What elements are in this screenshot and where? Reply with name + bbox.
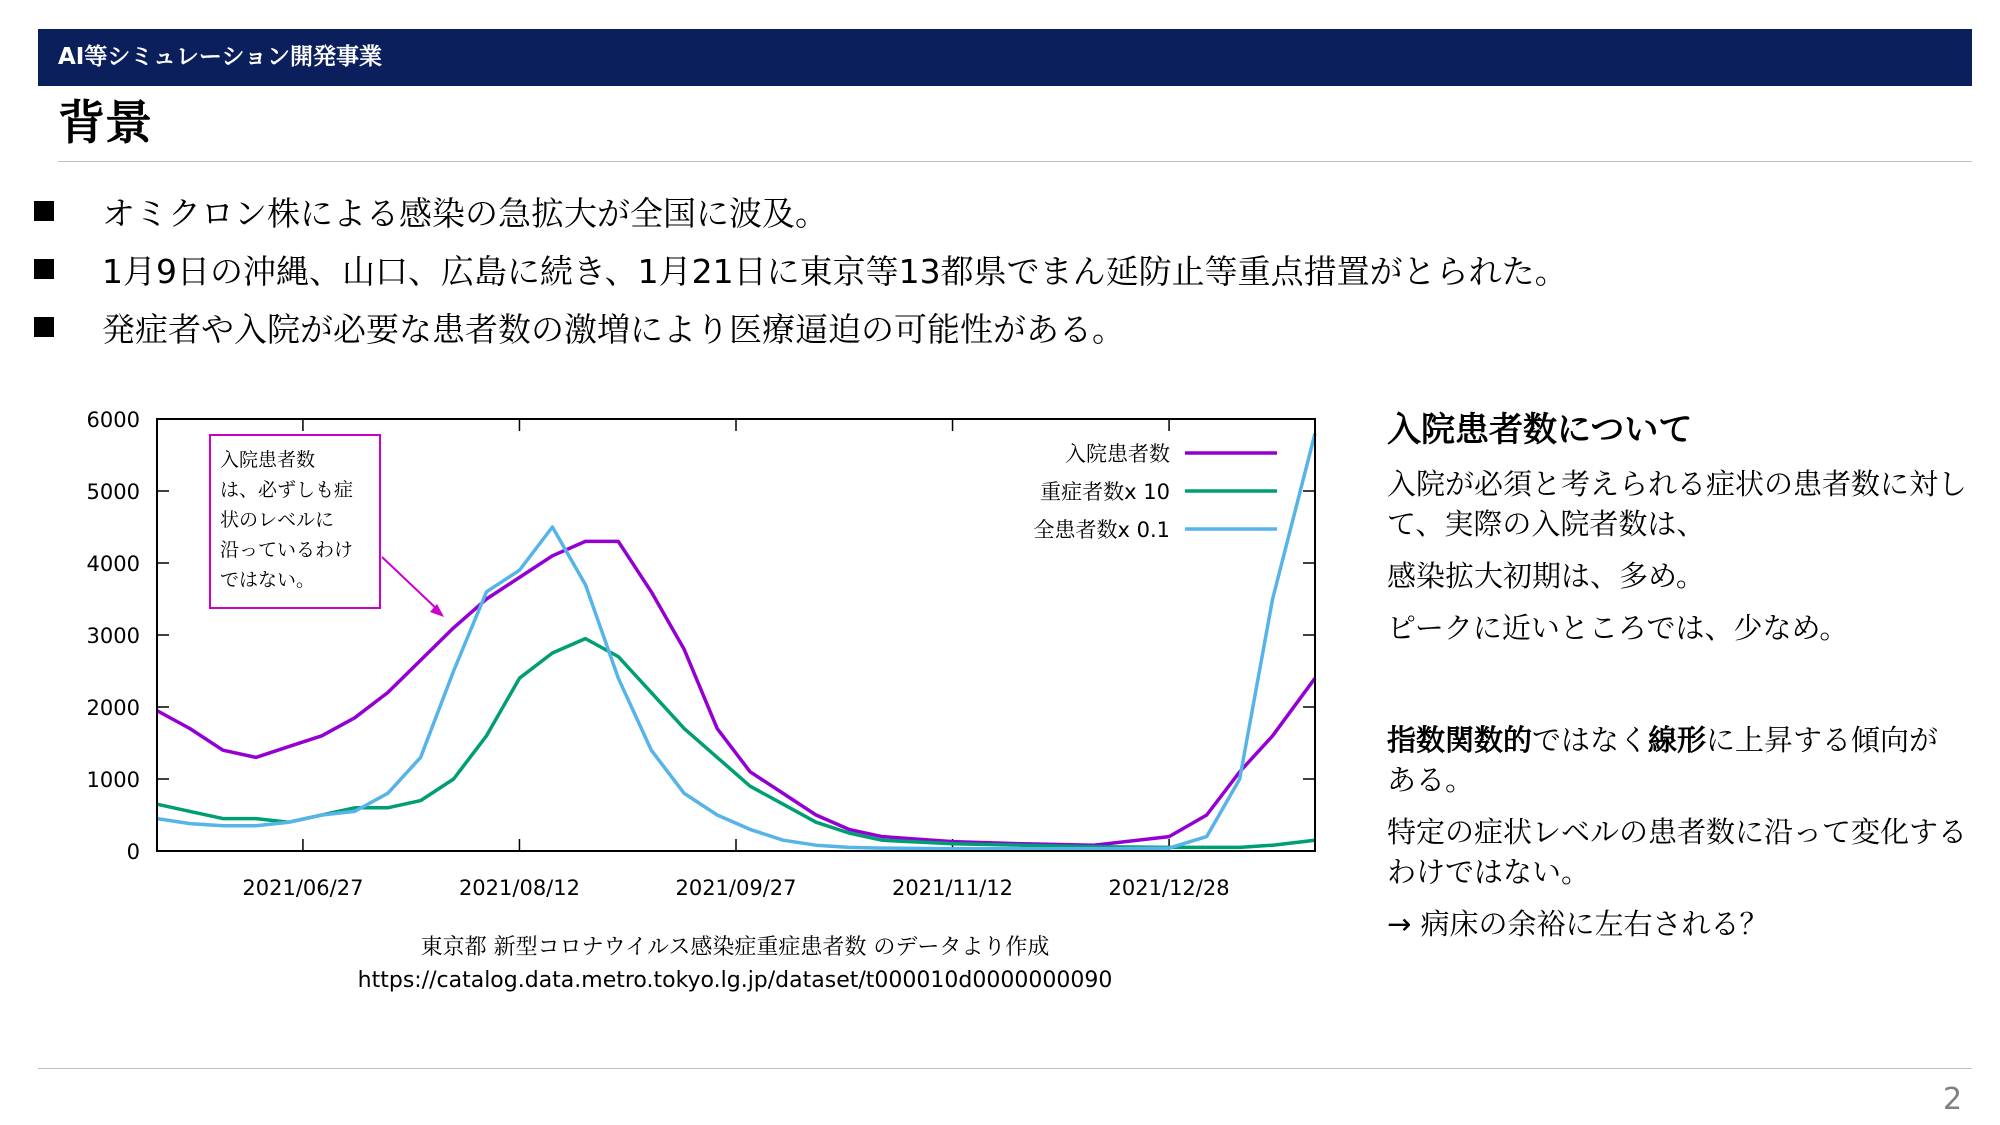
side-paragraph: 感染拡大初期は、多め。	[1387, 559, 1705, 593]
side-paragraph: ピークに近いところでは、少なめ。	[1387, 611, 1849, 645]
bullet-list	[34, 188, 1568, 362]
side-paragraph: → 病床の余裕に左右される？	[1387, 907, 1769, 941]
annotation-text: 入院患者数は、必ずしも症状のレベルに沿っているわけではない。	[220, 449, 354, 591]
y-tick-label: 6000	[86, 408, 140, 432]
legend-label: 重症者数x 10	[1040, 480, 1170, 504]
footer-divider	[38, 1068, 1972, 1069]
bullet-item: オミクロン株による感染の急拡大が全国に波及。	[34, 188, 1568, 246]
square-bullet-icon	[34, 259, 54, 279]
y-tick-label: 3000	[86, 624, 140, 648]
bullet-item: 発症者や入院が必要な患者数の激増により医療逼迫の可能性がある。	[34, 304, 1568, 362]
title-divider	[58, 161, 1972, 162]
x-tick-label: 2021/12/28	[1108, 876, 1230, 900]
square-bullet-icon	[34, 201, 54, 221]
program-banner: AI等シミュレーション開発事業	[38, 29, 1972, 86]
y-tick-label: 2000	[86, 696, 140, 720]
annotation-arrow	[382, 557, 440, 612]
y-tick-label: 1000	[86, 768, 140, 792]
x-tick-label: 2021/11/12	[892, 876, 1014, 900]
legend-label: 入院患者数	[1065, 442, 1170, 466]
side-paragraph: 入院が必須と考えられる症状の患者数に対して、実際の入院者数は、	[1387, 467, 1968, 541]
page-title: 背景	[58, 96, 152, 151]
side-paragraph: 指数関数的ではなく線形に上昇する傾向がある。	[1387, 723, 1939, 797]
bullet-item: 1月9日の沖縄、山口、広島に続き、1月21日に東京等13都県でまん延防止等重点措置がとられた。	[34, 246, 1568, 304]
side-heading: 入院患者数について	[1387, 410, 1693, 450]
page-number: 2	[1943, 1082, 1963, 1117]
hospitalization-chart	[0, 395, 1340, 905]
x-tick-label: 2021/08/12	[458, 876, 580, 900]
chart-caption-source: 東京都 新型コロナウイルス感染症重症患者数 のデータより作成	[420, 935, 1050, 960]
side-panel	[1387, 408, 1967, 944]
annotation-arrowhead	[430, 604, 444, 617]
chart-caption-url: https://catalog.data.metro.tokyo.lg.jp/dataset/t000010d0000000090	[357, 968, 1113, 993]
x-tick-label: 2021/06/27	[242, 876, 364, 900]
y-tick-label: 5000	[86, 480, 140, 504]
side-paragraph: 特定の症状レベルの患者数に沿って変化するわけではない。	[1387, 815, 1968, 889]
y-tick-label: 0	[126, 840, 140, 864]
legend-label: 全患者数x 0.1	[1033, 518, 1170, 542]
series-line	[157, 639, 1315, 848]
x-tick-label: 2021/09/27	[675, 876, 797, 900]
y-tick-label: 4000	[86, 552, 140, 576]
square-bullet-icon	[34, 317, 54, 337]
